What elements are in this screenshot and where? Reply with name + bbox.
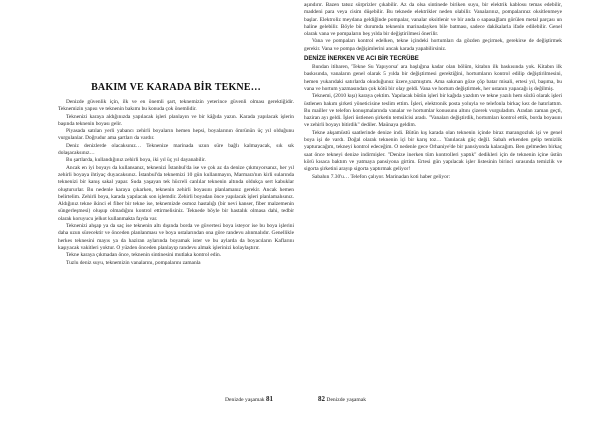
left-page [58,0,294,427]
right-page-footer [318,395,366,403]
paragraph: Tekne karaya çıkmadan önce, teknenin sintinesini mutlaka kontrol edin. [66,252,222,259]
paragraph: Teknenizi karaya aldığınızda yapılacak işleri planlayın ve bir kâğıda yazın. Karada yapılacak işlerin başında teknenin boyası gelir. [58,113,294,127]
page-number: 82 [318,395,325,403]
paragraph: Bu şartlarda, kullandığınız zehirli boya, iki yıl üç yıl dayanabilir. [66,157,206,164]
right-page [304,0,562,427]
paragraph: Piyasada satılan yerli yabancı zehirli boyaların hemen hepsi, boyalarının ömrünün üç yıl olduğunu vurgulanlar. Doğrudur ama şartları da vardır. [58,128,294,142]
paragraph: Bundan itibaren, 'Tekne Su Yapıyorsa' ara başlığına kadar olan bölüm, kitabın ilk baskısında yok. Kitabın ilk baskısında, vanaların genel olarak 5 yılda bir değiştirmesi gerektiğini, hortumların kontrol edilip değiştirilmesini, hemen yukarıdaki satırlarda okuduğunuz üzere,yazmıştım. Ama sakınan göze çöp batar misali, ertesi yıl, başıma, bu vana ve hortum yazmasından çok kötü bir olay geldi. Vana ve hortum değiştirmek, her ustanın yapacağı iş değilmiş. [304,64,562,92]
left-page-footer [225,395,273,403]
paragraph: Vana ve pompaları kontrol edelken, tekne içindeki hortumları da gözden geçirmek, gerekirse de değiştirmek gerekir. Vana ve pompa değişimlerini ancak karada yapabilirsiniz. [304,38,562,52]
paragraph: Ancak en iyi boyayı da kullansanız, teknenizi İstanbul'da ise ve çok az da denize çıkmıyorsanız, her yıl zehirli boyaya ihtiyaç duyacaksınız. İstanbul'da teknemizi 10 gün kullanmayın, Marmara'nın kirli sularında teknenizi bir kanış sakal yapar. Suda yaşayan tek hücreli canlılar teknenin altında oldukça sert kabuklar oluştururlar. Bu nedenle karaya çıkarken, teknenin zehirli boyasını planlamanız gerekir. Ancak hemen belirtelim. Zehirli boya, karada yapılacak son işlemdir. Zehirli boyadan önce yapılacak işleri planlamalısınız. Aldığınız tekne ikinci el fiber bir tekne ise, teknemizde osmoz hastalığı (bir nevi kanser, fiber malzemenin süngerleşmesi) oluşup olmadığını kontrol ettirmelisiniz. Teknede böyle bir hastalık olmasa dahi, tedbir olarak koruyucu jelkot kullanmakta fayda var. [58,164,294,222]
paragraph: Tekne akşamüstü saatlerinde denize indi. Bütün kış karada olan teknenin içinde biraz marangozluk işi ve genel boya işi de vardı. Doğal olarak teknenin içi bir karış toz… Yanılacak güç değil. Sabah erkenden gelip temizlik yapturacağım, tekneyi kontrol edeceğim. O nedenle gece Orhaniye'de bir pansiyonda kalacağım. Ben gelmeden birkaç saat önce tekneyi denize indirmişler. "Denize inerken tüm kontrolleri yaptık" dedikleri için de teknenin içine üstün körü kısaca baktım ve yatmaya pansiyona girtim. Ertesi gün yapılacak işler listesinin birinci sırasında temizlik ve sigorta şirketini arayıp sigorta yaptırmak geliyor! [304,129,562,173]
chapter-title: BAKIM VE KARADA BİR TEKNE… [91,82,261,93]
paragraph: Tuzlu deniz suyu, teknemizin vanalarını, pompalarını zamanla [66,259,201,266]
paragraph: Teknenizi ahşap ya da saç ise teknenin altı dışında borda ve güvertesi boya isteyor ise bu boya işlerini daha uzun sürecektir ve önceden planlanması ve boya ustalarından ona göre randevu alınmalıdır. Genellikle herkes teknesini mayıs ya da haziran aylarında boyamak ister ve bu aylarda da boyacıların Kaflarını kaşıyacak vakitleri yoktur. O yüzden önceden planlayıp randevu almak işlerinizi kolaylaştırır. [58,223,294,251]
page-number: 81 [266,395,274,403]
footer-label: Denizde yaşamak [326,397,367,403]
paragraph: Sabahın 7.30'u… Telefon çalıyor. Marinadan koti haber geliyor: [312,173,451,180]
footer-label: Denizde yaşamak [225,397,265,403]
section-heading: DENİZE İNERKEN VE ACI BİR TECRÜBE [304,56,419,63]
paragraph: Denizde güvenlik için, ilk ve en önemli şart, teknemizin yeterince güvenli olması gerektiğidir. Teknemizin yapısı ve teknenin bakımı bu konuda çok önemlidir. [58,99,294,113]
paragraph: Teknemi, (2010 kışı) karaya çektim. Yapılacak bütün işleri bir kağıda yazdım ve tekne yazılı hem sözlü olarak işleri üstlenen bakım şirketi yöneticisine teslim ettim. İşleri, elektronik posta yoluyla ve telefonla birkaç kez de hatırlattım. Bu mailler ve telefon konuşmalarında vanalar ve hortumlar konusunu altını çizerek vurguladım. Aradan zaman geçti, haziran ayı geldi. İşleri üstlenen şirketin temsilcisi aradı. "Vanaları değiştirdik, hortumları kontrol ettik, borda boyasını ve zehirli boyayı bitirdik" dediler. Maünaya geldim. [304,93,562,129]
paragraph: Deniz denizlerde olacaksınız… Teknenize marinada uzun süre bağlı kalmayacak, sık sık dolaşacaksınız… [58,142,294,157]
paragraph: aşındırır. Bazen tatsız sürprizler çıkabilir. Az da olsa sintinede biriken suyu, bir elektrik kablosu temas edebilir, maddeni para veya cisim düşebilir. Bu teknede elektrikler neden olabilir. Vanalarınız, pompalarınız oksitlenmeye başlar. Elektroliz meydana geldiğinde pompalar, vanalar oksitlenir ve bir anda o sapasağlam görülen metal parçası un haline gelebilir. Böyle bir durumda teknenin marinadayken bile batması, sadece dakikalarla ifade edilebilir. Genel olarak vana ve pompaların beş yılda bir değiştirilmesi önerilir. [304,2,562,38]
